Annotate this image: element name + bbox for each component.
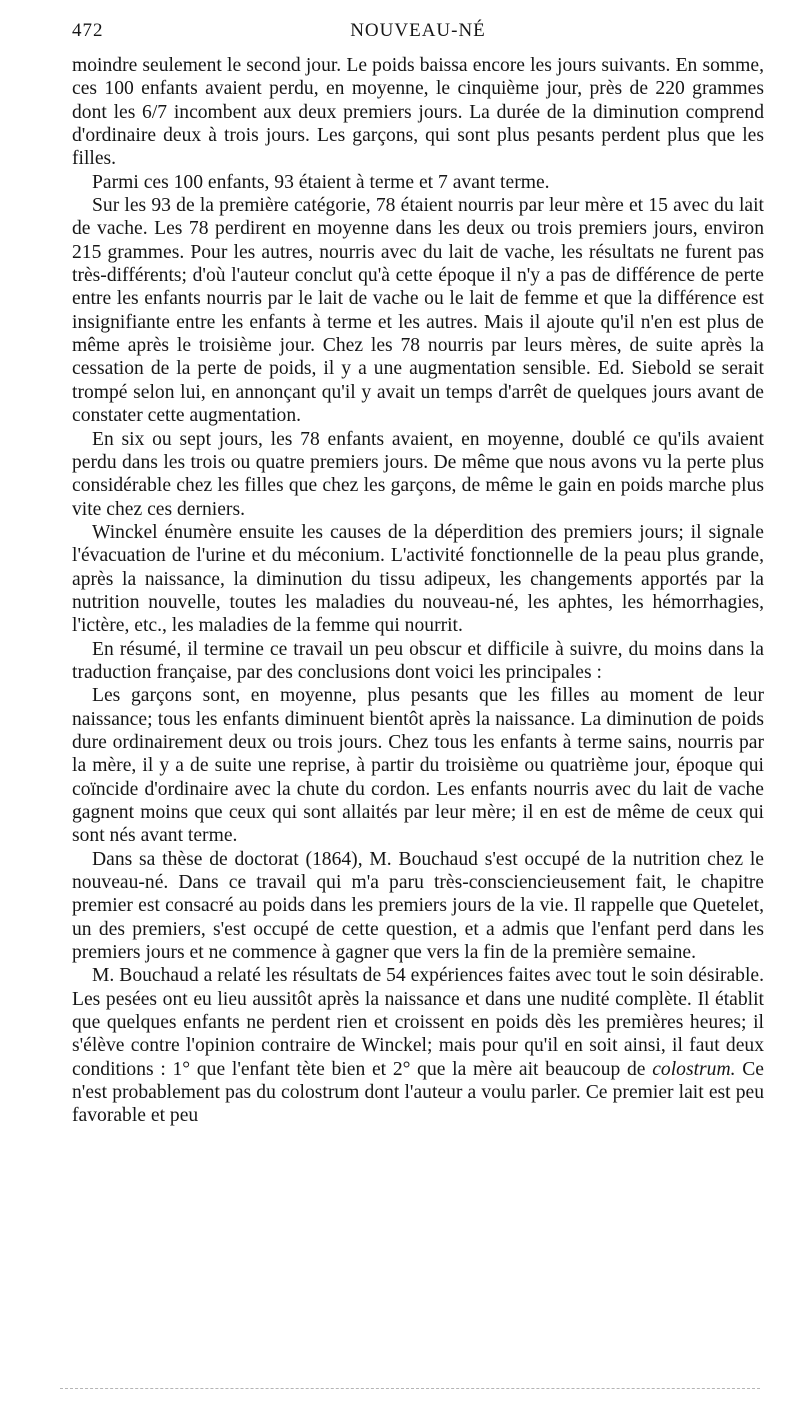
page-number: 472 (72, 20, 104, 41)
paragraph: Les garçons sont, en moyenne, plus pesants que les filles au moment de leur naissance; tous les enfants diminuent bientôt après la naissance. La diminution de poids dure ordinairement deux ou trois jours. Chez tous les enfants à terme sains, nourris par la mère, il y a de suite une reprise, à partir du troisième ou quatrième jour, époque qui coïncide d'ordinaire avec la chute du cordon. Les enfants nourris avec du lait de vache gagnent moins que ceux qui sont allaités par leur mère; il en est de même de ceux qui sont nés avant terme. (72, 685, 764, 847)
paragraph: Dans sa thèse de doctorat (1864), M. Bouchaud s'est occupé de la nutrition chez le nouveau-né. Dans ce travail qui m'a paru très-consciencieusement fait, le chapitre premier est consacré au poids dans les premiers jours de la vie. Il rappelle que Quetelet, un des premiers, s'est occupé de cette question, et a admis que l'enfant perd dans les premiers jours et ne commence à gagner que vers la fin de la première semaine. (72, 848, 764, 964)
paragraph: Sur les 93 de la première catégorie, 78 étaient nourris par leur mère et 15 avec du lait de vache. Les 78 perdirent en moyenne dans les deux ou trois premiers jours, environ 215 grammes. Pour les autres, nourris avec du lait de vache, les résultats ne furent pas très-différents; d'où l'auteur conclut qu'à cette époque il n'y a pas de différence de perte entre les enfants nourris par le lait de vache ou le lait de femme et que la différence est insignifiante entre les enfants à terme et les autres. Mais il ajoute qu'il n'en est plus de même après le troisième jour. Chez les 78 nourris par leurs mères, de suite après la cessation de la perte de poids, il y a une augmentation sensible. Ed. Siebold se serait trompé selon lui, en annonçant qu'il y avait un temps d'arrêt de quelques jours avant de constater cette augmentation. (72, 195, 764, 427)
paragraph: Parmi ces 100 enfants, 93 étaient à terme et 7 avant terme. (92, 171, 550, 193)
paragraph-text: M. Bouchaud a relaté les résultats de 54 expériences faites avec tout le soin désirable. Les pesées ont eu lieu aussitôt après la naissance et dans une nudité complète. Il établit que quelques enfants ne perdent rien et croissent en poids dès les premières heures; il s'élève contre l'opinion contraire de Winckel; mais pour qu'il en soit ainsi, il faut deux conditions : 1° que l'enfant tète bien et 2° que la mère ait beaucoup de (72, 965, 764, 1080)
paragraph-last (72, 964, 764, 1127)
paragraph: En six ou sept jours, les 78 enfants avaient, en moyenne, doublé ce qu'ils avaient perdu dans les trois ou quatre premiers jours. De même que nous avons vu la perte plus considérable chez les filles que chez les garçons, de même le gain en poids marche plus vite chez ces derniers. (72, 428, 764, 520)
italic-term: colostrum. (652, 1058, 736, 1080)
page-header (72, 20, 764, 54)
running-title: NOUVEAU-NÉ (350, 20, 486, 41)
paragraph: Winckel énumère ensuite les causes de la déperdition des premiers jours; il signale l'évacuation de l'urine et du méconium. L'activité fonctionnelle de la peau plus grande, après la naissance, la diminution du tissu adipeux, les changements apportés par la nutrition nouvelle, toutes les maladies du nouveau-né, les aphtes, les hémorrhagies, l'ictère, etc., les maladies de la femme qui nourrit. (72, 521, 764, 637)
body-text (72, 54, 764, 1128)
paragraph-text: Ce n'est probablement pas du colostrum dont l'auteur a voulu parler. Ce premier lait est peu favorable et peu (72, 1058, 764, 1127)
footer-rule (60, 1388, 760, 1389)
paragraph: En résumé, il termine ce travail un peu obscur et difficile à suivre, du moins dans la traduction française, par des conclusions dont voici les principales : (72, 638, 764, 683)
paragraph: moindre seulement le second jour. Le poids baissa encore les jours suivants. En somme, ces 100 enfants avaient perdu, en moyenne, le cinquième jour, près de 220 grammes dont les 6/7 incombent aux deux premiers jours. La durée de la diminution comprend d'ordinaire deux à trois jours. Les garçons, qui sont plus pesants perdent plus que les filles. (72, 55, 764, 170)
